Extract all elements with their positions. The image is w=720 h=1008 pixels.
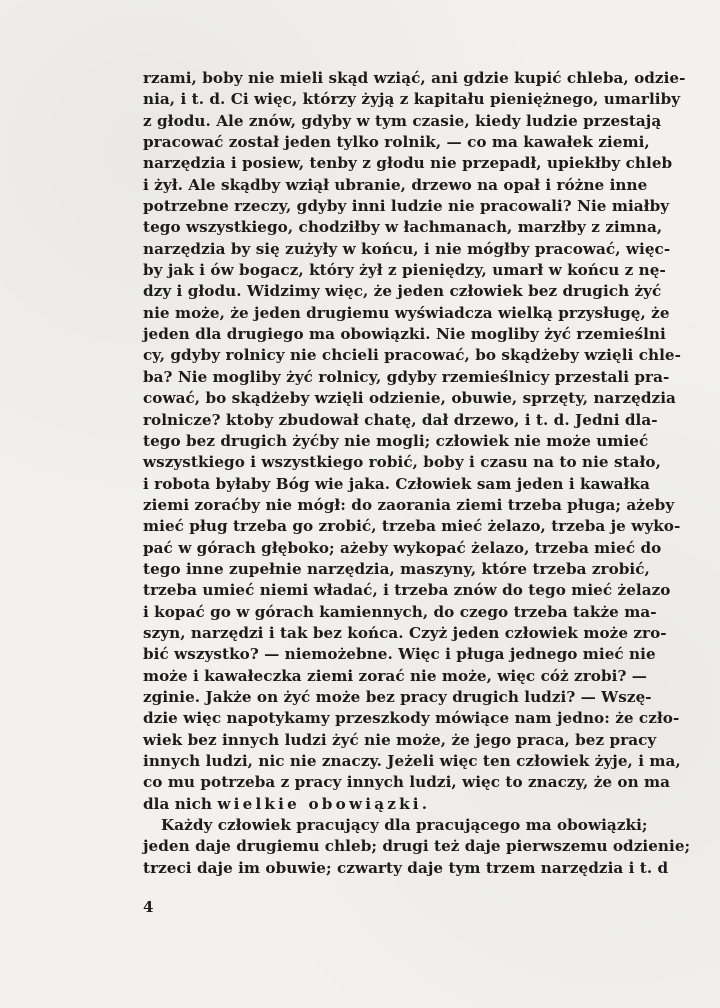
text-line: nie może, że jeden drugiemu wyświadcza wielką przysługę, że bbox=[143, 303, 670, 322]
text-line: jeden dla drugiego ma obowiązki. Nie mogliby żyć rzemieślni bbox=[143, 325, 666, 344]
text-line: dzy i głodu. Widzimy więc, że jeden człowiek bez drugich żyć bbox=[143, 282, 662, 301]
paragraph-2-line: jeden daje drugiemu chleb; drugi też daje pierwszemu odzienie; bbox=[143, 837, 691, 856]
final-line-prefix: dla nich bbox=[143, 794, 218, 813]
text-line: narzędzia by się zużyły w końcu, i nie mógłby pracować, więc- bbox=[143, 239, 671, 258]
text-line: ba? Nie mogliby żyć rolnicy, gdyby rzemieślnicy przestali pra- bbox=[143, 367, 670, 386]
page-number: 4 bbox=[143, 898, 154, 916]
text-line: cować, bo skądżeby wzięli odzienie, obuwie, sprzęty, narzędzia bbox=[143, 389, 676, 408]
text-line: wiek bez innych ludzi żyć nie może, że jego praca, bez pracy bbox=[143, 730, 657, 749]
text-line: tego wszystkiego, chodziłby w łachmanach, marzłby z zimna, bbox=[143, 218, 663, 237]
text-line: rolnicze? ktoby zbudował chatę, dał drzewo, i t. d. Jedni dla- bbox=[143, 410, 658, 429]
text-line: i żył. Ale skądby wziął ubranie, drzewo na opał i różne inne bbox=[143, 175, 648, 194]
text-line: by jak i ów bogacz, który żył z pieniędzy, umarł w końcu z nę- bbox=[143, 261, 666, 280]
text-line: bić wszystko? — niemożebne. Więc i pługa jednego mieć nie bbox=[143, 645, 656, 664]
text-line: szyn, narzędzi i tak bez końca. Czyż jeden człowiek może zro- bbox=[143, 623, 667, 642]
text-line: innych ludzi, nic nie znaczy. Jeżeli więc ten człowiek żyje, i ma, bbox=[143, 752, 681, 770]
emphasized-phrase: wielkie obowiązki. bbox=[217, 794, 431, 813]
text-line: dzie więc napotykamy przeszkody mówiące nam jedno: że czło- bbox=[143, 709, 680, 728]
page-text bbox=[143, 68, 691, 879]
text-line: i robota byłaby Bóg wie jaka. Człowiek sam jeden i kawałka bbox=[143, 474, 650, 493]
text-line: tego bez drugich żyćby nie mogli; człowiek nie może umieć bbox=[143, 431, 649, 450]
text-line: trzeba umieć niemi władać, i trzeba znów do tego mieć żelazo bbox=[143, 581, 671, 600]
text-line: pać w górach głęboko; ażeby wykopać żelazo, trzeba mieć do bbox=[143, 538, 662, 557]
text-line: potrzebne rzeczy, gdyby inni ludzie nie pracowali? Nie miałby bbox=[143, 197, 670, 216]
text-line: tego inne zupełnie narzędzia, maszyny, które trzeba zrobić, bbox=[143, 559, 650, 578]
text-line: z głodu. Ale znów, gdyby w tym czasie, kiedy ludzie przestają bbox=[143, 111, 662, 130]
paragraph-2-line: Każdy człowiek pracujący dla pracującego ma obowiązki; bbox=[161, 816, 648, 835]
text-line: ziemi zoraćby nie mógł: do zaorania ziemi trzeba pługa; ażeby bbox=[143, 495, 675, 514]
text-line: i kopać go w górach kamiennych, do czego trzeba także ma- bbox=[143, 602, 657, 621]
text-line: może i kawałeczka ziemi zorać nie może, więc cóż zrobi? — bbox=[143, 666, 647, 685]
paragraph-2-line: trzeci daje im obuwie; czwarty daje tym trzem narzędzia i t. d bbox=[143, 858, 669, 877]
text-line: rzami, boby nie mieli skąd wziąć, ani gdzie kupić chleba, odzie- bbox=[143, 69, 686, 87]
text-line: zginie. Jakże on żyć może bez pracy drugich ludzi? — Wszę- bbox=[143, 687, 652, 706]
text-line: co mu potrzeba z pracy innych ludzi, więc to znaczy, że on ma bbox=[143, 773, 671, 792]
text-line: cy, gdyby rolnicy nie chcieli pracować, bo skądżeby wzięli chle- bbox=[143, 346, 681, 365]
final-emphasis-line bbox=[143, 794, 643, 815]
text-line: mieć pług trzeba go zrobić, trzeba mieć żelazo, trzeba je wyko- bbox=[143, 517, 681, 536]
text-line: pracować został jeden tylko rolnik, — co ma kawałek ziemi, bbox=[143, 133, 650, 152]
text-line: wszystkiego i wszystkiego robić, boby i czasu na to nie stało, bbox=[143, 453, 661, 472]
text-line: narzędzia i posiew, tenby z głodu nie przepadł, upiekłby chleb bbox=[143, 154, 673, 173]
text-line: nia, i t. d. Ci więc, którzy żyją z kapitału pieniężnego, umarliby bbox=[143, 90, 681, 109]
